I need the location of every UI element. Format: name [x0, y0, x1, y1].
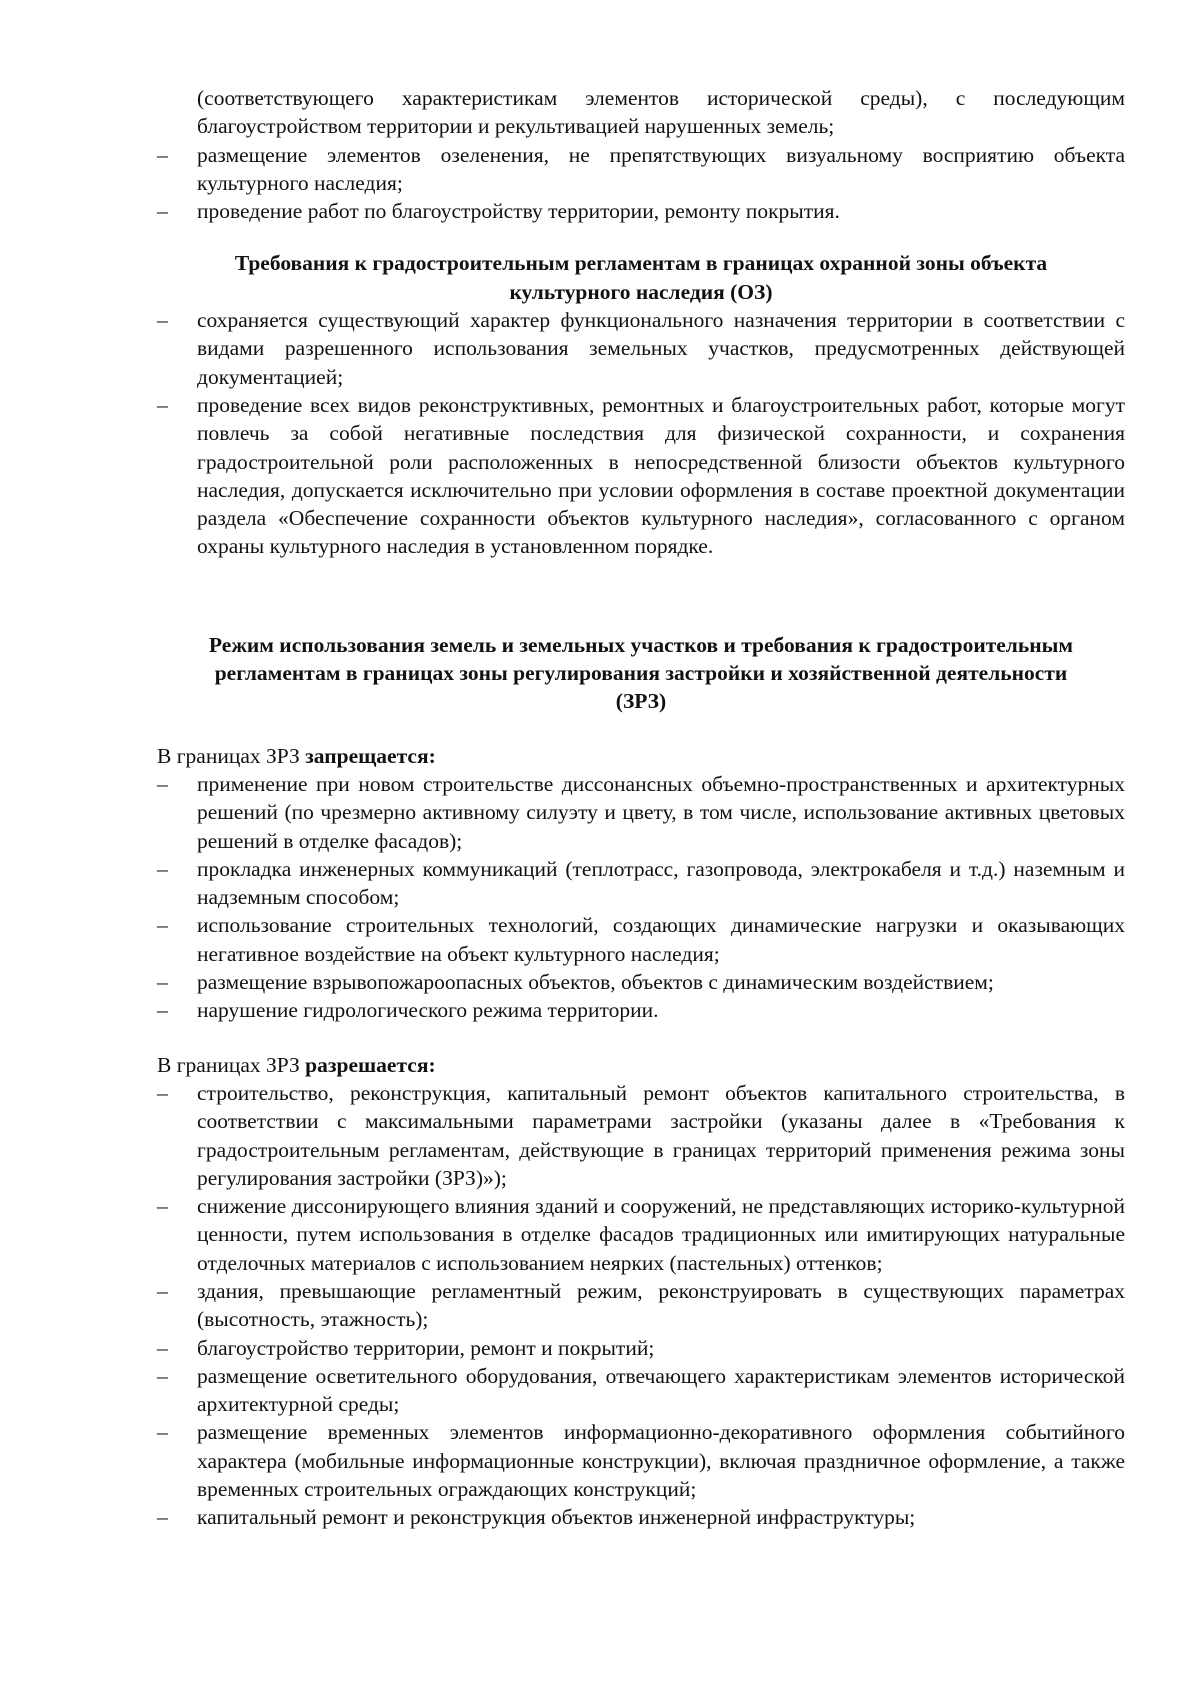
allowed-lead-bold: разрешается:	[305, 1052, 436, 1077]
continuation-paragraph: (соответствующего характеристикам элементов исторической среды), с последующим благоустройством территории и рекультивацией нарушенных земель;	[197, 86, 1125, 139]
section-heading-zrz: Режим использования земель и земельных участков и требования к градостроительным регламентам в границах зоны регулирования застройки и хозяйственной деятельности (ЗРЗ)	[208, 632, 1074, 714]
list-item: – прокладка инженерных коммуникаций (теплотрасс, газопровода, электрокабеля и т.д.) наземным и надземным способом;	[157, 855, 1125, 912]
forbidden-lead-bold: запрещается:	[305, 743, 436, 768]
list-item: – применение при новом строительстве диссонансных объемно-пространственных и архитектурных решений (по чрезмерно активному силуэту и цвету, в том числе, использование активных цветовых решений в отделке фасадов);	[157, 770, 1125, 855]
list-item: – сохраняется существующий характер функционального назначения территории в соответствии с видами разрешенного использования земельных участков, предусмотренных действующей документацией;	[157, 306, 1125, 391]
list-item: – размещение временных элементов информационно-декоративного оформления событийного характера (мобильные информационные конструкции), включая праздничное оформление, а также временных строительных ограждающих конструкций;	[157, 1418, 1125, 1503]
forbidden-lead	[157, 742, 1125, 770]
allowed-lead	[157, 1051, 1125, 1079]
list-item: – нарушение гидрологического режима территории.	[157, 996, 1125, 1024]
list-item: – проведение всех видов реконструктивных, ремонтных и благоустроительных работ, которые могут повлечь за собой негативные последствия для физической сохранности, и сохранения градостроительной роли расположенных в непосредственной близости объектов культурного наследия, допускается исключительно при условии оформления в составе проектной документации раздела «Обеспечение сохранности объектов культурного наследия», согласованного с органом охраны культурного наследия в установленном порядке.	[157, 391, 1125, 561]
forbidden-lead-text: В границах ЗРЗ	[157, 743, 306, 768]
list-item: – капитальный ремонт и реконструкция объектов инженерной инфраструктуры;	[157, 1503, 1125, 1531]
list-item: – размещение взрывопожароопасных объектов, объектов с динамическим воздействием;	[157, 968, 1125, 996]
list-item: – размещение осветительного оборудования, отвечающего характеристикам элементов исторической архитектурной среды;	[157, 1362, 1125, 1419]
list-item: – благоустройство территории, ремонт и покрытий;	[157, 1334, 1125, 1362]
section-heading-oz: Требования к градостроительным регламентам в границах охранной зоны объекта культурного наследия (ОЗ)	[234, 251, 1048, 304]
list-item: – размещение элементов озеленения, не препятствующих визуальному восприятию объекта культурного наследия;	[157, 141, 1125, 198]
allowed-lead-text: В границах ЗРЗ	[157, 1052, 306, 1077]
list-item: – снижение диссонирующего влияния зданий и сооружений, не представляющих историко-культурной ценности, путем использования в отделке фасадов традиционных или имитирующих натуральные отделочных материалов с использованием неярких (пастельных) оттенков;	[157, 1192, 1125, 1277]
list-item: – строительство, реконструкция, капитальный ремонт объектов капитального строительства, в соответствии с максимальными параметрами застройки (указаны далее в «Требования к градостроительным регламентам, действующие в границах территорий применения режима зоны регулирования застройки (ЗРЗ)»);	[157, 1079, 1125, 1192]
document-page	[157, 84, 1125, 1532]
list-item: – проведение работ по благоустройству территории, ремонту покрытия.	[157, 197, 1125, 225]
list-item: – здания, превышающие регламентный режим, реконструировать в существующих параметрах (высотность, этажность);	[157, 1277, 1125, 1334]
list-item: – использование строительных технологий, создающих динамические нагрузки и оказывающих негативное воздействие на объект культурного наследия;	[157, 911, 1125, 968]
